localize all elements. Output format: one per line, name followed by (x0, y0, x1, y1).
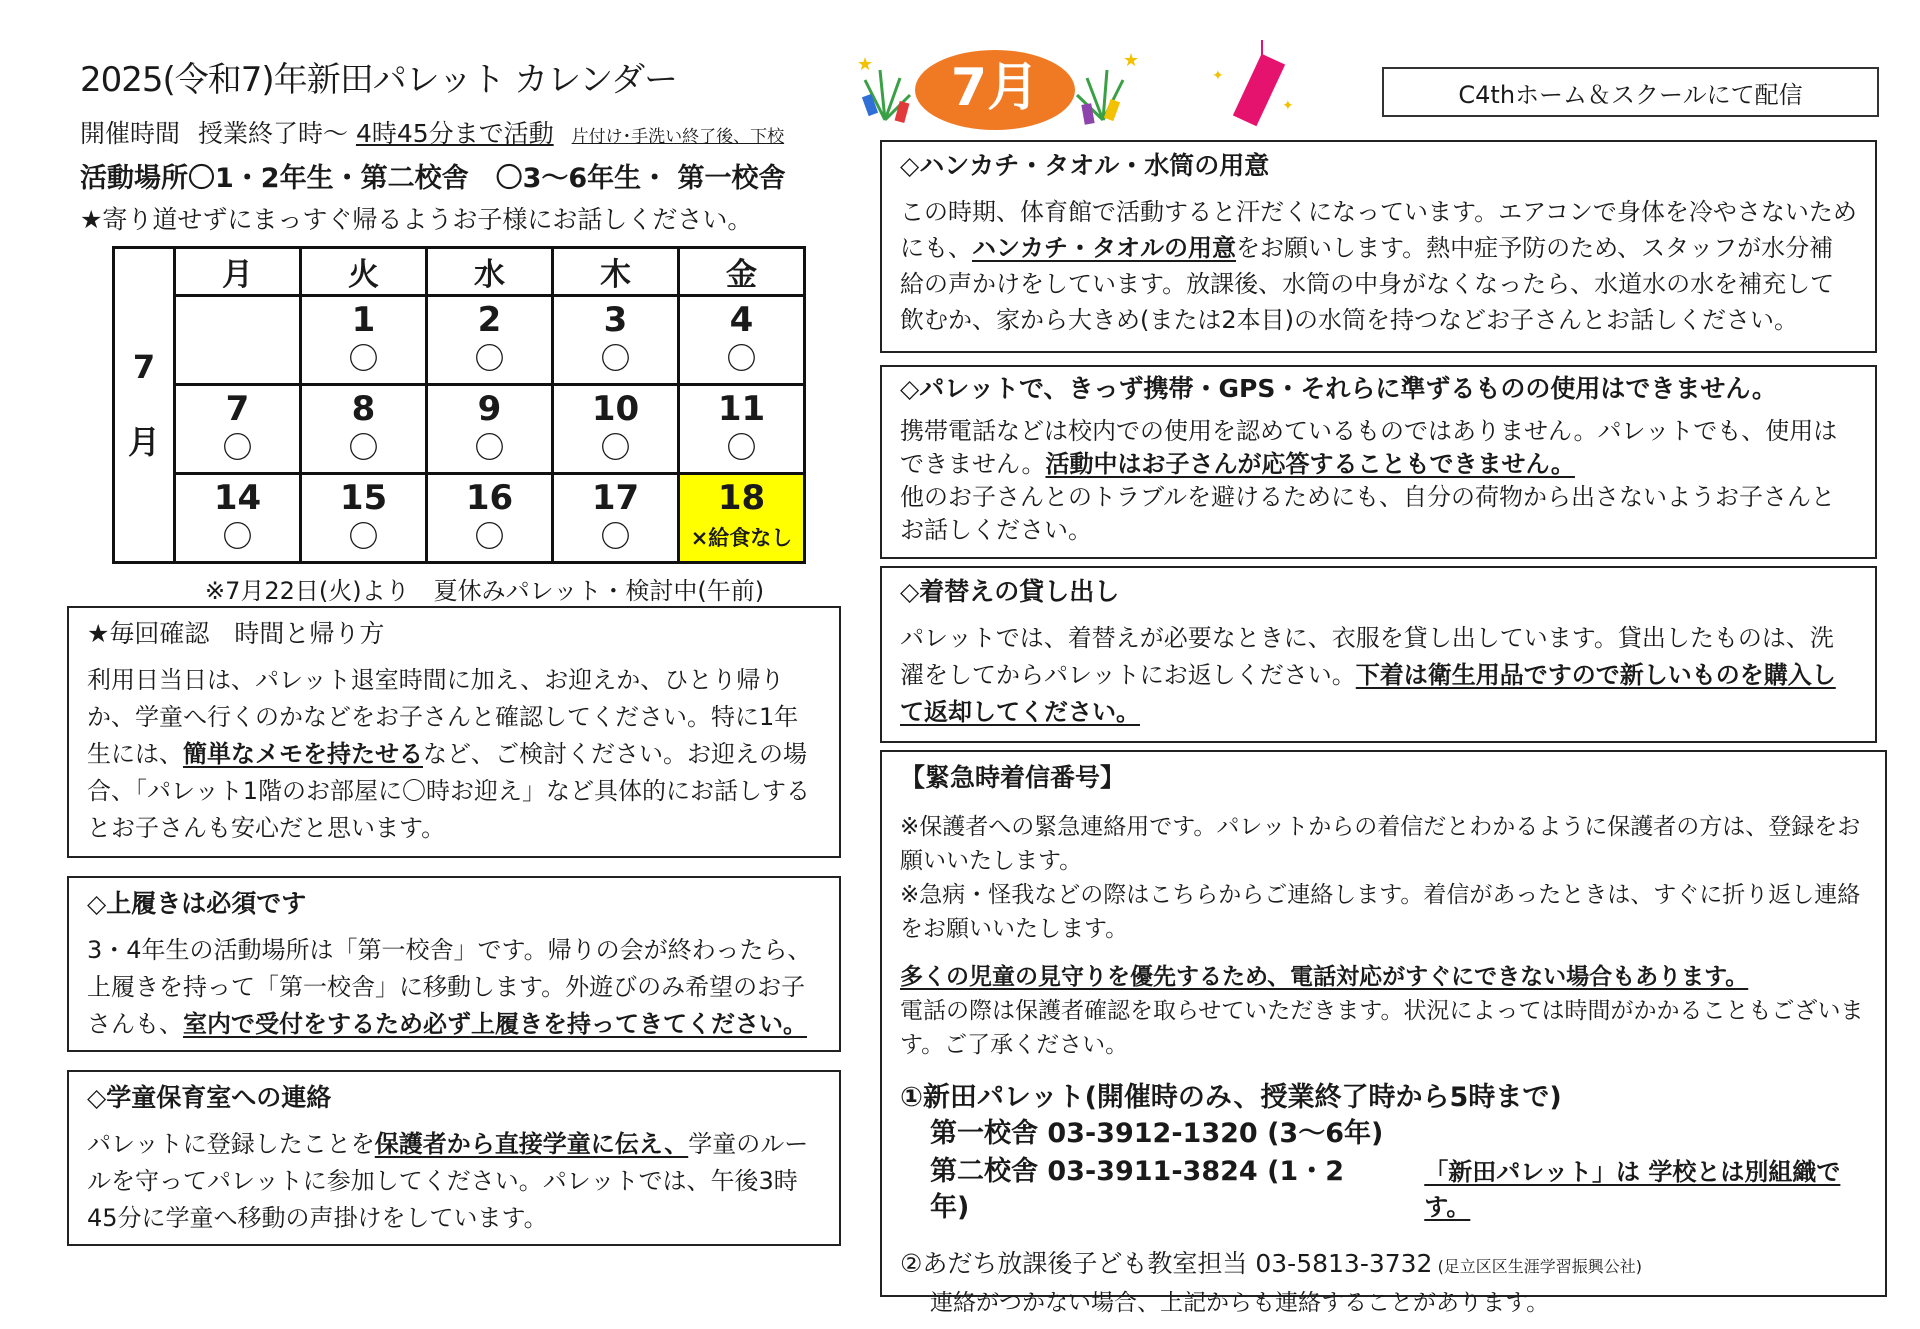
gakudo-emphasis: 保護者から直接学童に伝え、 (374, 1130, 689, 1158)
day-mark: 〇 (348, 342, 379, 377)
phone-box (880, 365, 1877, 559)
calendar-day-cell (553, 385, 679, 474)
clothes-box (880, 566, 1877, 743)
calendar-day-cell (553, 474, 679, 563)
contact-2-note: 連絡がつかない場合、上記からも連絡することがあります。 (930, 1290, 1550, 1316)
svg-text:★: ★ (857, 54, 874, 75)
day-number: 10 (591, 389, 640, 429)
calendar-day-cell (427, 296, 553, 385)
calendar-week (114, 474, 805, 563)
hours-start: 授業終了時～ (197, 119, 348, 148)
gakudo-box (67, 1070, 841, 1246)
phone-body: 携帯電話などは校内での使用を認めているものではありません。パレットでも、使用はできません。活動中はお子さんが応答することもできません。 他のお子さんとのトラブルを避けるためにも、自分の荷物から出さないようお子さんとお話しください。 (900, 417, 1838, 544)
emergency-title: 【緊急時着信番号】 (900, 763, 1126, 792)
org-note: 「新田パレット」は 学校とは別組織です。 (1424, 1158, 1841, 1221)
day-number: 11 (717, 389, 766, 429)
day-number: 15 (339, 478, 388, 518)
weekday-header: 木 (553, 248, 679, 296)
hours-label: 開催時間 (80, 119, 181, 148)
day-number: 8 (351, 389, 376, 429)
day-mark: 〇 (348, 520, 379, 555)
shoes-title: ◇上履きは必須です (87, 889, 307, 918)
notice-line: ★寄り道せずにまっすぐ帰るようお子様にお話しください。 (80, 205, 753, 234)
calendar-week (114, 296, 805, 385)
calendar-day-cell (553, 296, 679, 385)
hours-line (80, 114, 784, 150)
svg-text:★: ★ (1123, 50, 1140, 71)
clothes-emphasis: 下着は衛生用品ですので新しいものを購入して返却してください。 (900, 661, 1836, 726)
calendar-day-cell-highlighted (679, 474, 805, 563)
calendar-day-cell (175, 385, 301, 474)
weekday-header: 月 (175, 248, 301, 296)
place-line: 活動場所〇1・2年生・第二校舎 〇3～6年生・ 第一校舎 (80, 163, 786, 194)
month-badge (845, 40, 1145, 140)
day-number: 9 (477, 389, 502, 429)
day-number: 1 (351, 300, 376, 340)
gakudo-title: ◇学童保育室への連絡 (87, 1083, 332, 1112)
calendar-day-cell (679, 296, 805, 385)
day-note: ×給食なし (690, 526, 793, 550)
contact-1 (900, 1080, 1867, 1226)
calendar-week (114, 385, 805, 474)
emergency-box (880, 750, 1887, 1316)
gakudo-body: パレットに登録したことを保護者から直接学童に伝え、学童のルールを守ってパレットに参加してください。パレットでは、午後3時45分に学童へ移動の声掛けをしています。 (87, 1130, 809, 1232)
day-mark: 〇 (600, 431, 631, 466)
day-number: 4 (729, 300, 754, 340)
confirm-box (67, 606, 841, 858)
month-badge-text: 7月 (950, 58, 1040, 118)
phone-title: ◇パレットで、きっず携帯・GPS・それらに準ずるものの使用はできません。 (900, 374, 1777, 403)
calendar-day-cell (679, 385, 805, 474)
day-mark: 〇 (348, 431, 379, 466)
tanzaku-icon (1210, 40, 1300, 130)
weekday-header: 金 (679, 248, 805, 296)
svg-text:✦: ✦ (1282, 98, 1294, 114)
distribution-box (1382, 67, 1879, 117)
confirm-title: ★毎回確認 時間と帰り方 (87, 619, 385, 648)
day-mark: 〇 (474, 342, 505, 377)
towel-body: この時期、体育館で活動すると汗だくになっています。エアコンで身体を冷やさないためにも、ハンカチ・タオルの用意をお願いします。熱中症予防のため、スタッフが水分補給の声かけをしています。放課後、水筒の中身がなくなったら、水道水の水を補充して飲むか、家から大きめ(または2本目)の水筒を持つなどお子さんとお話しください。 (900, 198, 1857, 334)
day-number: 18 (717, 478, 766, 518)
clothes-body: パレットでは、着替えが必要なときに、衣服を貸し出しています。貸出したものは、洗濯をしてからパレットにお返しください。下着は衛生用品ですので新しいものを購入して返却してください。 (900, 624, 1836, 726)
calendar-day-cell (427, 474, 553, 563)
confirm-body: 利用日当日は、パレット退室時間に加え、お迎えか、ひとり帰りか、学童へ行くのかなどをお子さんと確認してください。特に1年生には、簡単なメモを持たせるなど、ご検討ください。お迎えの場合、「パレット1階のお部屋に〇時お迎え」など具体的にお話しするとお子さんも安心だと思います。 (87, 666, 811, 842)
svg-text:✦: ✦ (1212, 68, 1224, 84)
shoes-emphasis: 室内で受付をするため必ず上履きを持ってきてください。 (183, 1010, 807, 1038)
day-mark: 〇 (600, 520, 631, 555)
calendar-day-cell (175, 474, 301, 563)
hours-end: 4時45分まで活動 (355, 119, 554, 148)
day-number: 7 (225, 389, 250, 429)
day-number: 3 (603, 300, 628, 340)
towel-emphasis: ハンカチ・タオルの用意 (972, 234, 1236, 262)
calendar-day-cell (301, 385, 427, 474)
contact-2-org: (足立区区生涯学習振興公社) (1437, 1257, 1643, 1276)
weekday-header: 水 (427, 248, 553, 296)
clothes-title: ◇着替えの貸し出し (900, 577, 1120, 606)
calendar-month-label (114, 248, 175, 563)
contact-1-line2: 第二校舎 03-3911-3824 (1・2年) (930, 1156, 1344, 1223)
day-number: 16 (465, 478, 514, 518)
month-suffix: 月 (127, 423, 160, 461)
shoes-box (67, 876, 841, 1052)
confirm-emphasis: 簡単なメモを持たせる (183, 740, 423, 768)
day-mark: 〇 (222, 431, 253, 466)
calendar-day-cell (301, 296, 427, 385)
day-number: 14 (213, 478, 262, 518)
emergency-emphasis: 多くの児童の見守りを優先するため、電話対応がすぐにできない場合もあります。 (900, 964, 1749, 990)
calendar-day-cell (175, 296, 301, 385)
phone-emphasis: 活動中はお子さんが応答することもできません。 (1045, 450, 1575, 478)
month-number: 7 (132, 348, 156, 387)
towel-title: ◇ハンカチ・タオル・水筒の用意 (900, 151, 1270, 180)
contact-1-title: ①新田パレット(開催時のみ、授業終了時から5時まで) (900, 1082, 1562, 1113)
weekday-header: 火 (301, 248, 427, 296)
calendar-day-cell (427, 385, 553, 474)
day-mark: 〇 (726, 431, 757, 466)
towel-box (880, 140, 1877, 353)
shoes-body: 3・4年生の活動場所は「第一校舎」です。帰りの会が終わったら、上履きを持って「第一校舎」に移動します。外遊びのみ希望のお子さんも、室内で受付をするため必ず上履きを持ってきてください。 (87, 936, 812, 1038)
day-mark: 〇 (600, 342, 631, 377)
day-mark: 〇 (222, 520, 253, 555)
contact-1-line1: 第一校舎 03-3912-1320 (3～6年) (930, 1118, 1384, 1149)
day-number: 17 (591, 478, 640, 518)
distribution-text: C4thホーム＆スクールにて配信 (1458, 80, 1803, 109)
day-number: 2 (477, 300, 502, 340)
day-mark: 〇 (474, 520, 505, 555)
contact-2 (900, 1244, 1867, 1317)
calendar-footnote: ※7月22日(火)より 夏休みパレット・検討中(午前) (205, 577, 765, 605)
page-title: 2025(令和7)年新田パレット カレンダー (80, 60, 677, 100)
day-mark: 〇 (474, 431, 505, 466)
day-mark: 〇 (726, 342, 757, 377)
calendar-day-cell (301, 474, 427, 563)
contact-2-main: ②あだち放課後子ども教室担当 03-5813-3732 (900, 1249, 1433, 1278)
hours-note: 片付け･手洗い終了後、下校 (571, 127, 785, 147)
calendar-table (112, 246, 806, 564)
emergency-body: ※保護者への緊急連絡用です。パレットからの着信だとわかるように保護者の方は、登録をお願いいたします。 ※急病・怪我などの際はこちらからご連絡します。着信があったときは、すぐに折り返し連絡をお願いいたします。 多くの児童の見守りを優先するため、電話対応がすぐにできない場合もあります。 電話の際は保護者確認を取らせていただきます。状況によっては時間がかかることもございます。ご了承ください。 (900, 810, 1867, 1062)
